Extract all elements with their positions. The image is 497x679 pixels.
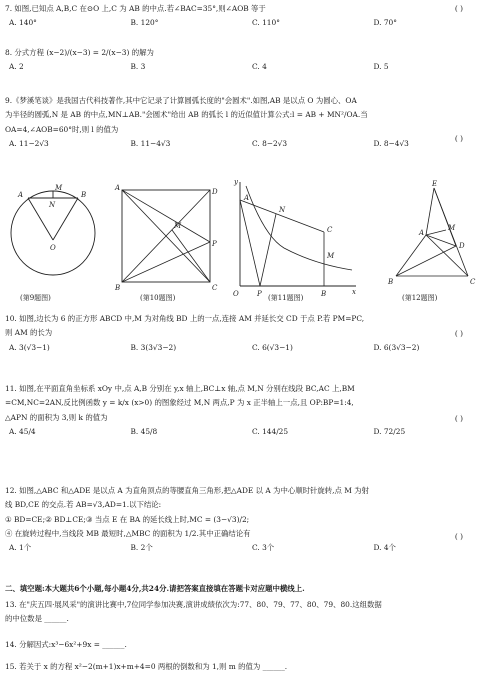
label-b: B [388,278,394,286]
caption-figure-9: (第9题图) [20,294,51,302]
label-a: A [115,184,121,192]
option-a: A. 45/4 [9,426,36,436]
answer-paren: ( ) [454,134,463,143]
caption-figure-11: (第11题图) [268,294,304,302]
option-b: B. 11−4√3 [130,138,171,148]
option-a: A. 1个 [9,543,32,552]
question-11 [5,384,491,436]
option-a: A. 3(√3−1) [9,342,50,352]
label-b: B [321,290,327,298]
label-b: B [115,284,121,292]
option-c: C. 4 [252,62,267,72]
question-10-line1: 10. 如图,边长为 6 的正方形 ABCD 中,M 为对角线 BD 上的一点,连接 AM 并延长交 CD 于点 P.若 PM=PC, [5,314,365,323]
label-m: M [55,184,63,192]
option-c: C. 144/25 [252,426,289,436]
question-9-line1: 9.《梦溪笔谈》是我国古代科技著作,其中它记录了计算圆弧长度的"会圆术".如图,AB 是以点 O 为圆心、OA [5,96,357,105]
question-8 [5,48,491,72]
question-11-line3: △APN 的面积为 3,则 k 的值为 [5,412,108,422]
question-9-line2: 为半径的圆弧,N 是 AB 的中点,MN⊥AB."会圆术"给出 AB 的弧长 l 的近似值计算公式:l = AB + MN²/OA.当 [5,110,368,120]
question-13-line1: 13. 在"庆五四·展风采"的演讲比赛中,7位同学参加决赛,演讲成绩依次为:77、80、79、77、80、79、80.这组数据 [5,600,382,609]
question-13-line2: 的中位数是 ______. [5,614,69,624]
question-13 [5,600,491,624]
option-a: A. 11−2√3 [9,138,49,148]
option-d: D. 6(3√3−2) [373,342,420,352]
figure-12 [386,180,486,292]
option-c: C. 110° [252,18,280,28]
label-p: P [212,240,217,248]
figure-11 [224,176,362,298]
label-b: B [81,191,87,199]
label-a: A [419,229,425,237]
question-10 [5,314,491,352]
label-e: E [432,180,438,188]
option-c: C. 8−2√3 [252,138,288,148]
option-c: C. 6(√3−1) [252,342,293,352]
label-m: M [174,222,182,230]
caption-figure-10: (第10题图) [140,294,176,302]
question-9-line3: OA=4,∠AOB=60°时,则 l 的值为 [5,124,119,134]
option-b: B. 3(3√3−2) [130,342,177,352]
option-d: D. 8−4√3 [373,138,409,148]
option-d: D. 72/25 [373,426,406,436]
question-8-text: 8. 分式方程 (x−2)/(x−3) = 2/(x−3) 的解为 [5,48,154,57]
question-7 [5,4,491,28]
option-b: B. 2个 [130,543,153,552]
label-c: C [327,226,333,234]
label-c: C [212,284,218,292]
question-15: 15. 若关于 x 的方程 x²−2(m+1)x+m+4=0 两根的倒数和为 1,则 m 的值为 ______. [5,662,288,671]
section-heading: 二、填空题:本大题共6个小题,每小题4分,共24分.请把答案直接填在答题卡对应题中横线上. [5,584,305,593]
label-a: A [18,191,24,199]
answer-paren: ( ) [454,329,463,338]
option-b: B. 3 [130,62,146,72]
option-b: B. 45/8 [130,426,158,436]
label-m: M [448,224,456,232]
answer-paren: ( ) [454,532,463,541]
label-n: N [279,206,286,214]
label-m: M [327,252,335,260]
option-d: D. 4个 [373,543,396,552]
question-12 [5,486,491,552]
label-a: A [244,194,250,202]
question-11-line1: 11. 如图,在平面直角坐标系 xOy 中,点 A,B 分别在 y,x 轴上,BC⊥x 轴,点 M,N 分别在线段 BC,AC 上,BM [5,384,355,393]
label-o: O [50,244,56,252]
label-d: D [212,188,218,196]
option-c: C. 3个 [252,543,275,552]
label-c: C [470,278,476,286]
question-10-line2: 则 AM 的长为 [5,328,53,338]
option-d: D. 70° [373,18,397,28]
answer-paren: ( ) [454,4,463,13]
label-n: N [49,201,56,209]
option-b: B. 120° [130,18,159,28]
label-o: O [233,290,239,298]
label-x: x [352,288,356,296]
question-12-line1: 12. 如图,△ABC 和△ADE 是以点 A 为直角顶点的等腰直角三角形,把△ADE 以 A 为中心顺时针旋转,点 M 为射 [5,486,369,495]
answer-paren: ( ) [454,414,463,423]
label-p: P [257,290,262,298]
question-14: 14. 分解因式:x³−6x²+9x = ______. [5,640,127,649]
option-d: D. 5 [373,62,389,72]
figure-9 [8,178,121,296]
question-7-text: 7. 如图,已知点 A,B,C 在⊙O 上,C 为 AB 的中点.若∠BAC=35°,则∠AOB 等于 [5,4,266,13]
label-y: y [234,178,238,186]
question-12-line2: 线 BD,CE 的交点.若 AB=√3,AD=1.以下结论: [5,500,162,510]
option-a: A. 2 [9,62,24,72]
option-a: A. 140° [9,18,37,28]
question-11-line2: =CM,NC=2AN,反比例函数 y = k/x (x>0) 的图象经过 M,N 两点,P 为 x 正半轴上一点,且 OP:BP=1:4, [5,398,354,408]
question-12-line3: ① BD=CE;② BD⊥CE;③ 当点 E 在 BA 的延长线上时,MC = (3−√3)/2; [5,514,250,524]
label-d: D [459,242,465,250]
caption-figure-12: (第12题图) [402,294,438,302]
figure-10 [112,182,220,294]
question-9 [5,96,491,148]
question-12-line4: ④ 在旋转过程中,当线段 MB 最短时,△MBC 的面积为 1/2.其中正确结论有 [5,528,251,538]
